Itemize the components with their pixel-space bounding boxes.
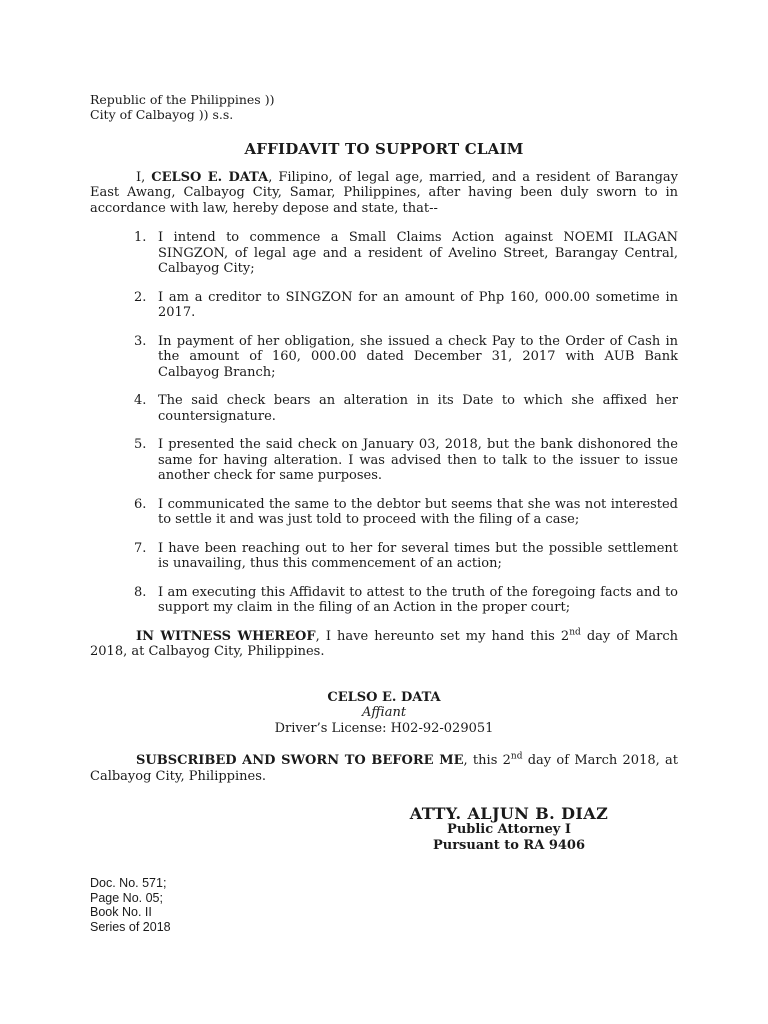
affiant-signature-block [90,690,678,737]
affiant-name-inline: CELSO E. DATA [151,169,269,185]
item-number: 5. [134,437,147,452]
item-text: I am a creditor to SINGZON for an amount of Php 160, 000.00 sometime in 2017. [158,289,678,320]
attorney-name: ATTY. ALJUN B. DIAZ [409,804,609,823]
item-number: 3. [134,333,147,349]
witness-ordinal: nd [569,627,581,638]
item-text: I presented the said check on January 03, 2018, but the bank dishonored the same for having alteration. I was advised then to talk to the issuer to issue another check for same purposes. [158,437,678,483]
item-text: I have been reaching out to her for several times but the possible settlement is unavailing, thus this commencement of an action; [158,540,678,571]
witness-text-2: day of March 2018, at Calbayog City, Philippines. [90,628,678,659]
intro-text: , Filipino, of legal age, married, and a resident of Barangay East Awang, Calbayog City, Samar, Philippines, after having been duly sworn to in accordance with law, hereby depose and state, that-- [90,169,679,216]
venue-line-1: Republic of the Philippines )) [90,92,275,107]
item-number: 1. [134,230,147,245]
list-item [90,585,678,616]
list-item [90,437,678,484]
attorney-basis: Pursuant to RA 9406 [432,838,586,853]
jurat-paragraph [90,753,678,784]
affiant-role: Affiant [361,705,407,720]
affiant-name: CELSO E. DATA [327,689,441,705]
affiant-license: Driver’s License: H02-92-029051 [274,720,494,736]
venue-block [90,92,678,122]
jurat-ordinal: nd [510,751,523,762]
affidavit-page [90,92,678,854]
item-number: 8. [134,584,147,600]
item-text: In payment of her obligation, she issued a check Pay to the Order of Cash in the amount of 160, 000.00 dated December 31, 2017 with AUB Bank Calbayog Branch; [158,333,678,380]
attorney-title: Public Attorney I [447,822,571,837]
witness-paragraph [90,629,678,660]
jurat-heading: SUBSCRIBED AND SWORN TO BEFORE ME [136,753,464,768]
doc-number: Doc. No. 571; [90,876,167,890]
list-item [90,230,678,277]
intro-paragraph [90,170,678,217]
series-year: Series of 2018 [90,919,171,934]
jurat-text-1: , this 2 [463,753,511,768]
venue-line-2: City of Calbayog )) s.s. [90,107,234,122]
witness-text-1: , I have hereunto set my hand this 2 [315,628,570,644]
item-number: 6. [134,496,147,512]
item-text: The said check bears an alteration in its Date to which she affixed her countersignature. [158,393,678,424]
item-number: 2. [134,289,147,305]
item-text: I intend to commence a Small Claims Action against NOEMI ILAGAN SINGZON, of legal age and a resident of Avelino Street, Barangay Central, Calbayog City; [158,230,678,276]
jurat-text-2: day of March 2018, at Calbayog City, Philippines. [90,753,678,784]
item-number: 4. [134,393,147,408]
item-text: I communicated the same to the debtor but seems that she was not interested to settle it and was just told to proceed with the filing of a case; [158,496,678,527]
attorney-block [340,806,678,854]
list-item [90,334,678,381]
document-title: AFFIDAVIT TO SUPPORT CLAIM [244,140,524,158]
intro-lead: I, [136,169,152,185]
list-item [90,290,678,321]
list-item [90,541,678,572]
list-item [90,497,678,528]
item-text: I am executing this Affidavit to attest to the truth of the foregoing facts and to support my claim in the filing of an Action in the proper court; [158,584,678,615]
notarial-register-block [90,876,171,934]
item-number: 7. [134,540,147,556]
witness-heading: IN WITNESS WHEREOF [136,628,316,644]
book-number: Book No. II [90,905,152,919]
statement-list [90,230,678,616]
list-item [90,393,678,424]
page-number: Page No. 05; [90,890,163,905]
